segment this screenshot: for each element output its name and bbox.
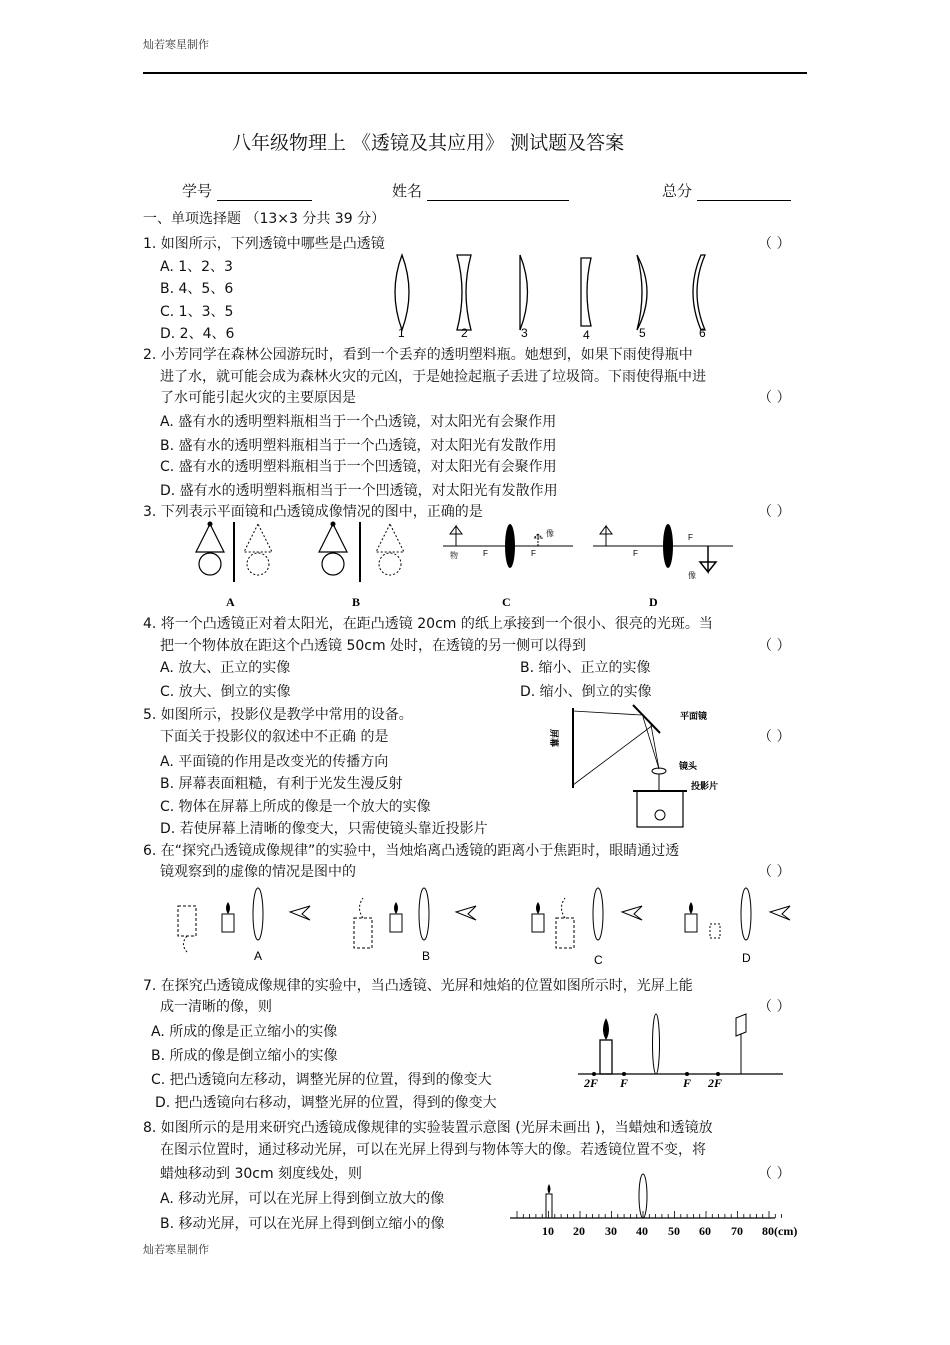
slide-label: 投影片 [691,781,719,791]
q3-figure-c [443,524,573,609]
q3-focus-label: F [483,549,488,558]
q3-answer-bracket[interactable]: （ ） [758,504,791,520]
footer-text: 灿若寒星制作 [143,1243,209,1256]
q3-focus-label: F [633,549,638,558]
student-id-blank[interactable] [217,186,312,201]
ruler-label: 80(cm) [762,1224,798,1238]
ruler-label: 40 [636,1224,648,1238]
q1-option-a[interactable]: A. 1、2、3 [160,259,233,275]
q5-stem-line1: 5. 如图所示，投影仪是教学中常用的设备。 [143,707,413,723]
q7-option-b[interactable]: B. 所成的像是倒立缩小的实像 [151,1048,338,1064]
ruler-label: 50 [668,1224,680,1238]
q4-stem-line1: 4. 将一个凸透镜正对着太阳光，在距凸透镜 20cm 的纸上承接到一个很小、很亮的光斑。当 [143,616,713,632]
q6-stem-line2: 镜观察到的虚像的情况是图中的 [160,864,356,880]
lens-4-planoconcave [581,258,591,326]
lens-1-biconvex [395,255,409,330]
q6-figures [170,884,800,968]
q5-option-c[interactable]: C. 物体在屏幕上所成的像是一个放大的实像 [160,799,431,815]
q8-stem-line2: 在图示位置时，通过移动光屏，可以在光屏上得到与物体等大的像。若透镜位置不变，将 [160,1142,706,1158]
q6-label: C [594,953,603,967]
q3-focus-label: F [688,533,693,542]
q5-answer-bracket[interactable]: （ ） [758,729,791,745]
q6-figure-b [354,888,476,963]
q7-option-c[interactable]: C. 把凸透镜向左移动，调整光屏的位置，得到的像变大 [151,1072,492,1088]
q8-stem-line1: 8. 如图所示的是用来研究凸透镜成像规律的实验装置示意图 (光屏未画出 )，当蜡烛和透镜放 [143,1120,713,1136]
q3-figure-a [196,522,272,610]
q7-option-a[interactable]: A. 所成的像是正立缩小的实像 [151,1024,338,1040]
q3-label: A [226,595,235,609]
student-name-label: 姓名 [392,182,423,200]
q2-option-c[interactable]: C. 盛有水的透明塑料瓶相当于一个凹透镜，对太阳光有会聚作用 [160,459,557,475]
q7-stem-line1: 7. 在探究凸透镜成像规律的实验中，当凸透镜、光屏和烛焰的位置如图所示时，光屏上能 [143,978,693,994]
q3-object-label: 物 [450,551,458,560]
q2-option-d[interactable]: D. 盛有水的透明塑料瓶相当于一个凹透镜，对太阳光有发散作用 [160,483,558,499]
ruler-label: 10 [542,1224,554,1238]
q3-figures [188,520,748,612]
q8-stem-line3: 蜡烛移动到 30cm 刻度线处，则 [160,1166,363,1182]
axis-label: 2F [708,1076,723,1090]
q8-option-b[interactable]: B. 移动光屏，可以在光屏上得到倒立缩小的像 [160,1216,445,1232]
ruler-label: 70 [731,1224,743,1238]
q3-figure-b [319,522,404,610]
q2-stem-line3: 了水可能引起火灾的主要原因是 [160,390,356,406]
q1-option-c[interactable]: C. 1、3、5 [160,304,234,320]
q5-option-d[interactable]: D. 若使屏幕上清晰的像变大，只需使镜头靠近投影片 [160,821,488,837]
student-name-blank[interactable] [427,186,569,201]
score-field[interactable] [662,180,791,201]
lens-label: 3 [521,326,528,340]
q3-label: D [649,595,658,609]
ruler-label: 60 [699,1224,711,1238]
q6-stem-line1: 6. 在“探究凸透镜成像规律”的实验中，当烛焰离凸透镜的距离小于焦距时，眼睛通过透 [143,843,680,859]
q2-option-a[interactable]: A. 盛有水的透明塑料瓶相当于一个凸透镜，对太阳光有会聚作用 [160,414,557,430]
q1-answer-bracket[interactable]: （ ） [758,236,791,252]
q2-option-b[interactable]: B. 盛有水的透明塑料瓶相当于一个凸透镜，对太阳光有发散作用 [160,438,557,454]
student-name-field[interactable] [392,180,569,201]
q2-stem-line1: 2. 小芳同学在森林公园游玩时，看到一个丢弃的透明塑料瓶。她想到，如果下雨使得瓶中 [143,347,693,363]
q4-stem-line2: 把一个物体放在距这个凸透镜 50cm 处时，在透镜的另一侧可以得到 [160,638,587,654]
lens-3-planoconvex [520,255,528,330]
q7-bench-figure [578,1010,788,1090]
q8-ruler-figure [510,1170,810,1242]
page-title: 八年级物理上 《透镜及其应用》 测试题及答案 [232,132,625,154]
q3-image-label: 像 [688,571,696,580]
score-label: 总分 [662,182,693,200]
q4-option-a[interactable]: A. 放大、正立的实像 [160,660,291,676]
mirror-label: 平面镜 [680,711,708,721]
lens-label: 4 [583,328,590,342]
q5-option-b[interactable]: B. 屏幕表面粗糙，有利于光发生漫反射 [160,776,403,792]
q5-option-a[interactable]: A. 平面镜的作用是改变光的传播方向 [160,754,389,770]
q6-figure-a [178,888,310,963]
q8-answer-bracket[interactable]: （ ） [758,1166,791,1182]
q6-figure-c [532,888,642,967]
q3-focus-label: F [531,549,536,558]
q3-stem: 3. 下列表示平面镜和凸透镜成像情况的图中，正确的是 [143,504,483,520]
q1-lenses-figure [385,250,725,345]
q7-answer-bracket[interactable]: （ ） [758,999,791,1015]
q6-figure-d [685,888,790,965]
q6-answer-bracket[interactable]: （ ） [758,864,791,880]
q2-answer-bracket[interactable]: （ ） [758,390,791,406]
q1-option-d[interactable]: D. 2、4、6 [160,326,235,342]
lens-label: 5 [639,326,646,340]
section-heading: 一、单项选择题 （13×3 分共 39 分） [143,211,386,227]
q4-option-d[interactable]: D. 缩小、倒立的实像 [520,684,652,700]
q3-figure-d [593,524,733,609]
screen-label: 屏幕 [549,729,559,748]
lens-5-meniscus [637,255,647,330]
lens-label: 6 [699,326,706,340]
q4-option-c[interactable]: C. 放大、倒立的实像 [160,684,291,700]
q2-stem-line2: 进了水，就可能会成为森林火灾的元凶，于是她捡起瓶子丢进了垃圾筒。下雨使得瓶中进 [160,369,706,385]
student-id-label: 学号 [182,182,213,200]
ruler-label: 30 [605,1224,617,1238]
q5-stem-line2: 下面关于投影仪的叙述中不正确 的是 [160,729,389,745]
q5-projector-figure [549,703,725,831]
axis-label: F [683,1076,692,1090]
q7-option-d[interactable]: D. 把凸透镜向右移动，调整光屏的位置，得到的像变大 [155,1095,497,1111]
axis-label: F [620,1076,629,1090]
q8-option-a[interactable]: A. 移动光屏，可以在光屏上得到倒立放大的像 [160,1191,445,1207]
q3-label: B [352,595,361,609]
q6-label: B [422,949,431,963]
q6-label: A [254,949,263,963]
q4-answer-bracket[interactable]: （ ） [758,638,791,654]
lens-label: 2 [461,326,468,340]
student-id-field[interactable] [182,180,312,201]
lens-2-biconcave [457,255,471,330]
axis-label: 2F [584,1076,599,1090]
q3-image-label: 像 [546,529,554,538]
header-rule [143,72,807,74]
q4-option-b[interactable]: B. 缩小、正立的实像 [520,660,651,676]
q7-stem-line2: 成一清晰的像，则 [160,999,272,1015]
header-text: 灿若寒星制作 [143,38,209,51]
q1-stem: 1. 如图所示，下列透镜中哪些是凸透镜 [143,236,385,252]
score-blank[interactable] [697,186,791,201]
q3-label: C [502,595,511,609]
q1-option-b[interactable]: B. 4、5、6 [160,281,234,297]
lens-6-concave-meniscus [693,255,705,330]
lens-label: 1 [398,326,405,340]
q6-label: D [742,951,751,965]
ruler-label: 20 [573,1224,585,1238]
lens-label: 镜头 [679,761,698,771]
